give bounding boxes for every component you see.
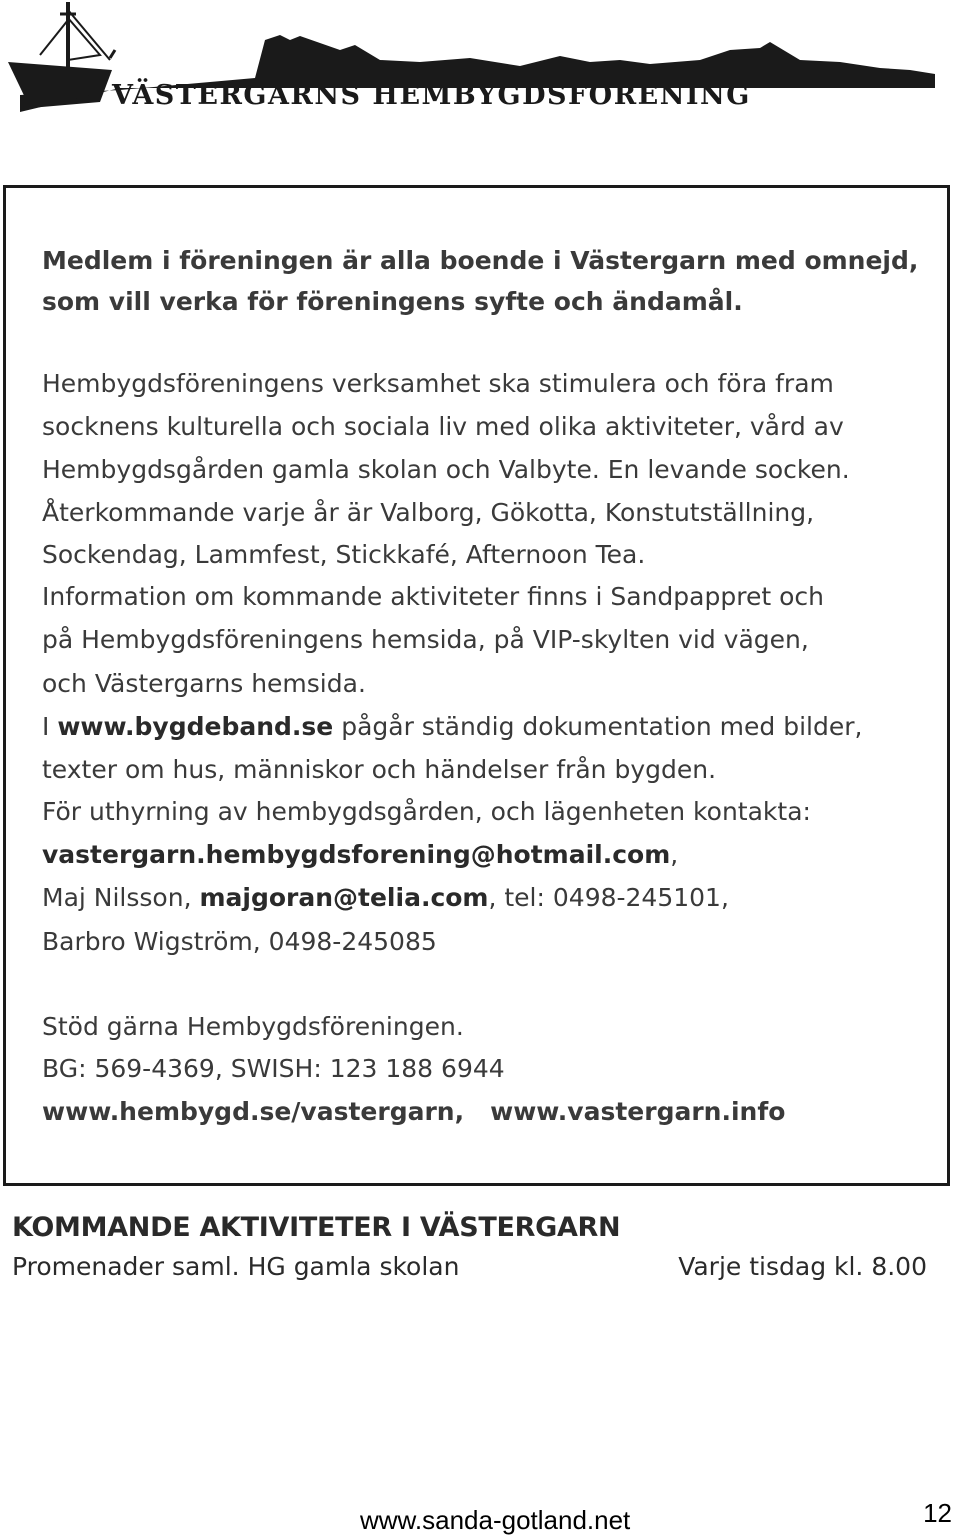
main-email-line xyxy=(42,834,678,876)
body-line-1: Hembygdsföreningens verksamhet ska stimulera och föra fram xyxy=(42,369,834,398)
support-line-1: Stöd gärna Hembygdsföreningen. xyxy=(42,1012,464,1041)
activity-when: Varje tisdag kl. 8.00 xyxy=(678,1252,927,1281)
contact-line-1 xyxy=(42,877,729,919)
page-number: 12 xyxy=(923,1498,952,1528)
body-line-9-post: pågår ständig dokumentation med bilder, xyxy=(333,712,863,741)
hembygd-link[interactable]: www.hembygd.se/vastergarn, xyxy=(42,1097,465,1126)
vastergarn-info-link[interactable]: www.vastergarn.info xyxy=(490,1097,786,1126)
intro-line-2: som vill verka för föreningens syfte och ändamål. xyxy=(42,287,743,316)
support-line-2: BG: 569-4369, SWISH: 123 188 6944 xyxy=(42,1054,505,1083)
body-line-11: För uthyrning av hembygdsgården, och lägenheten kontakta: xyxy=(42,797,811,826)
footer-url[interactable]: www.sanda-gotland.net xyxy=(360,1505,631,1535)
activity-what: Promenader saml. HG gamla skolan xyxy=(12,1252,460,1281)
activities-title: KOMMANDE AKTIVITETER I VÄSTERGARN xyxy=(12,1212,621,1243)
body-line-10: texter om hus, människor och händelser från bygden. xyxy=(42,755,717,784)
contact-line-2: Barbro Wigström, 0498-245085 xyxy=(42,927,437,956)
header-logo xyxy=(0,0,960,125)
bygdeband-link[interactable]: www.bygdeband.se xyxy=(57,712,334,741)
activity-row xyxy=(12,1252,927,1281)
body-line-8: och Västergarns hemsida. xyxy=(42,669,366,698)
body-line-2: socknens kulturella och sociala liv med olika aktiviteter, vård av xyxy=(42,412,844,441)
info-box xyxy=(3,185,950,1186)
intro-line-1: Medlem i föreningen är alla boende i Västergarn med omnejd, xyxy=(42,246,919,275)
body-line-5: Sockendag, Lammfest, Stickkafé, Afternoon Tea. xyxy=(42,540,646,569)
contact-1-email-link[interactable]: majgoran@telia.com xyxy=(199,883,489,912)
main-email-suffix: , xyxy=(670,840,679,869)
org-name: VÄSTERGARNS HEMBYGDSFÖRENING xyxy=(112,80,751,111)
body-line-7: på Hembygdsföreningens hemsida, på VIP-skylten vid vägen, xyxy=(42,625,809,654)
body-line-9-pre: I xyxy=(42,712,58,741)
contact-1-phone: , tel: 0498-245101, xyxy=(488,883,729,912)
body-line-6: Information om kommande aktiviteter finns i Sandpappret och xyxy=(42,582,824,611)
body-line-9 xyxy=(42,706,862,748)
contact-1-name: Maj Nilsson, xyxy=(42,883,200,912)
body-line-4: Återkommande varje år är Valborg, Gökotta, Konstutställning, xyxy=(42,498,815,527)
links-line xyxy=(42,1091,785,1133)
body-line-3: Hembygdsgården gamla skolan och Valbyte. En levande socken. xyxy=(42,455,850,484)
main-email-link[interactable]: vastergarn.hembygdsforening@hotmail.com xyxy=(42,840,671,869)
